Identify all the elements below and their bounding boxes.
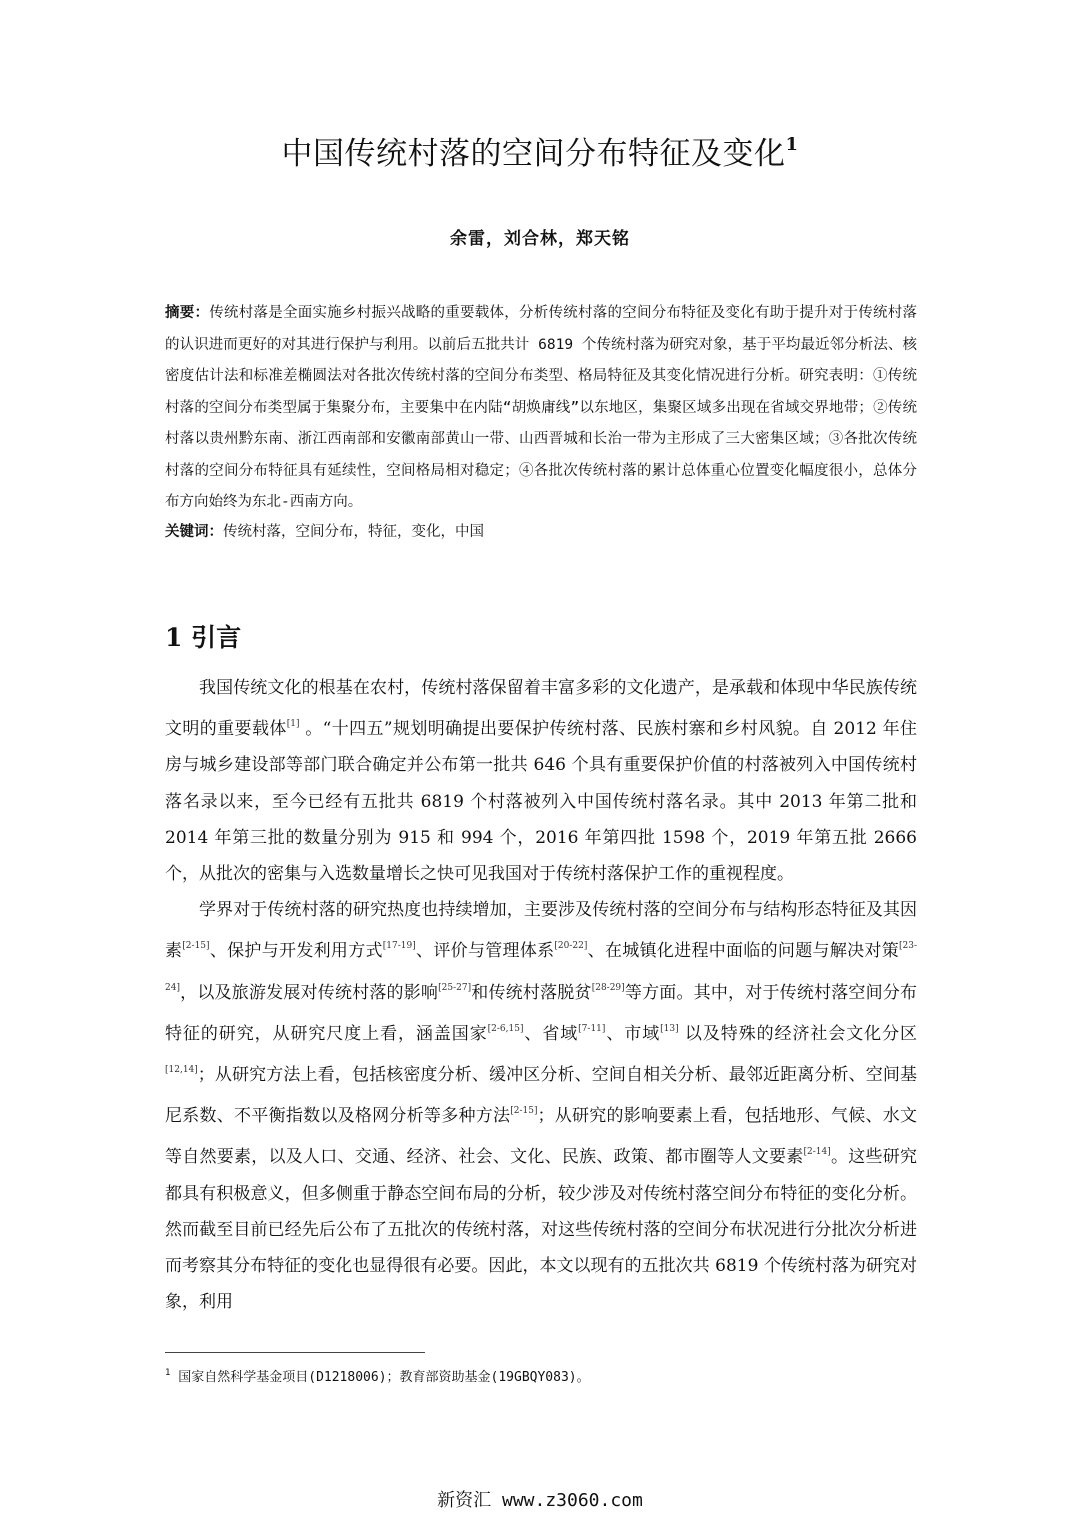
citation-ref: [2-6,15]	[487, 1023, 524, 1034]
section-body	[165, 670, 917, 1320]
citation-ref: [25-27]	[438, 982, 472, 993]
paper-title	[0, 128, 1080, 173]
keywords-text: 传统村落，空间分布，特征，变化，中国	[223, 524, 484, 540]
paragraph-text: 以及特殊的经济社会文化分区	[678, 1023, 918, 1044]
paragraph-text: ；从研究方法上看，包括核密度分析、缓冲区分析、空间自相关分析、最邻近距离分析、空间基尼系数、不平衡指数以及格网分析等多种方法	[165, 1065, 917, 1127]
paragraph-text: 。“十四五”规划明确提出要保护传统村落、民族村寨和乡村风貌。自 2012 年住房与城乡建设部等部门联合确定并公布第一批共 646 个具有重要保护价值的村落被列入中国传统村落名录以来，至今已经有五批共 6819 个村落被列入中国传统村落名录。其中 2013 年第二批和 2014 年第三批的数量分别为 915 和 994 个，2016 年第四批 1598 个，2019 年第五批 2666 个，从批次的密集与入选数量增长之快可见我国对于传统村落保护工作的重视程度。	[165, 719, 917, 885]
citation-ref: [2-15]	[182, 941, 210, 952]
citation-ref: [2-15]	[510, 1106, 538, 1117]
abstract-label: 摘要：	[165, 305, 210, 321]
section-heading: 1 引言	[165, 623, 242, 652]
paragraph-text: 、在城镇化进程中面临的问题与解决对策	[587, 941, 899, 962]
keywords-label: 关键词：	[165, 524, 223, 540]
citation-ref: [12,14]	[165, 1065, 198, 1076]
keywords	[165, 518, 917, 546]
paragraph-2	[165, 892, 917, 1320]
paragraph-text: 等方面。其中，对于传统村落空间分布特征的研究，从研究尺度上看，涵盖国家	[165, 982, 918, 1044]
citation-ref: [1]	[286, 719, 300, 730]
paragraph-text: 。这些研究都具有积极意义，但多侧重于静态空间布局的分析，较少涉及对传统村落空间分布特征的变化分析。然而截至目前已经先后公布了五批次的传统村落，对这些传统村落的空间分布状况进行分批次分析进而考察其分布特征的变化也显得很有必要。因此，本文以现有的五批次共 6819 个传统村落为研究对象，利用	[165, 1147, 917, 1313]
citation-ref: [17-19]	[382, 941, 416, 952]
footnote	[165, 1362, 917, 1389]
title-text: 中国传统村落的空间分布特征及变化	[281, 136, 786, 172]
footnote-mark: 1	[165, 1368, 171, 1378]
title-footnote-mark: 1	[785, 134, 799, 155]
paragraph-text: 、省域	[523, 1023, 579, 1044]
footnote-text: 国家自然科学基金项目(D1218006)；教育部资助基金(19GBQY083)。	[170, 1370, 590, 1385]
paragraph-text: ，以及旅游发展对传统村落的影响	[179, 982, 439, 1003]
paragraph-text: 和传统村落脱贫	[471, 982, 592, 1003]
footnote-divider	[165, 1352, 425, 1353]
abstract	[165, 298, 917, 519]
citation-ref: [23-24]	[165, 941, 918, 993]
citation-ref: [28-29]	[591, 982, 625, 993]
citation-ref: [7-11]	[578, 1023, 606, 1034]
paragraph-text: 、评价与管理体系	[415, 941, 555, 962]
paragraph-text: 我国传统文化的根基在农村，传统村落保留着丰富多彩的文化遗产，是承载和体现中华民族传统文明的重要载体	[165, 678, 917, 740]
paragraph-text: 、保护与开发利用方式	[209, 941, 383, 962]
citation-ref: [2-14]	[803, 1147, 831, 1158]
citation-ref: [13]	[660, 1023, 679, 1034]
author-list: 余雷，刘合林，郑天铭	[450, 229, 630, 249]
paragraph-text: ；从研究的影响要素上看，包括地形、气候、水文等自然要素，以及人口、交通、经济、社会、文化、民族、政策、都市圈等人文要素	[165, 1106, 918, 1168]
abstract-text: 传统村落是全面实施乡村振兴战略的重要载体，分析传统村落的空间分布特征及变化有助于提升对于传统村落的认识进而更好的对其进行保护与利用。以前后五批共计 6819 个传统村落为研究对象，基于平均最近邻分析法、核密度估计法和标准差椭圆法对各批次传统村落的空间分布类型、格局特征及其变化情况进行分析。研究表明：①传统村落的空间分布类型属于集聚分布，主要集中在内陆“胡焕庸线”以东地区，集聚区域多出现在省域交界地带；②传统村落以贵州黔东南、浙江西南部和安徽南部黄山一带、山西晋城和长治一带为主形成了三大密集区域；③各批次传统村落的空间分布特征具有延续性，空间格局相对稳定；④各批次传统村落的累计总体重心位置变化幅度很小，总体分布方向始终为东北-西南方向。	[165, 305, 917, 510]
paragraph-1	[165, 670, 917, 892]
paragraph-text: 学界对于传统村落的研究热度也持续增加，主要涉及传统村落的空间分布与结构形态特征及其因素	[165, 900, 917, 962]
page-footer-watermark: 新资汇 www.z3060.com	[437, 1490, 643, 1511]
citation-ref: [20-22]	[554, 941, 588, 952]
paragraph-text: 、市域	[605, 1023, 661, 1044]
